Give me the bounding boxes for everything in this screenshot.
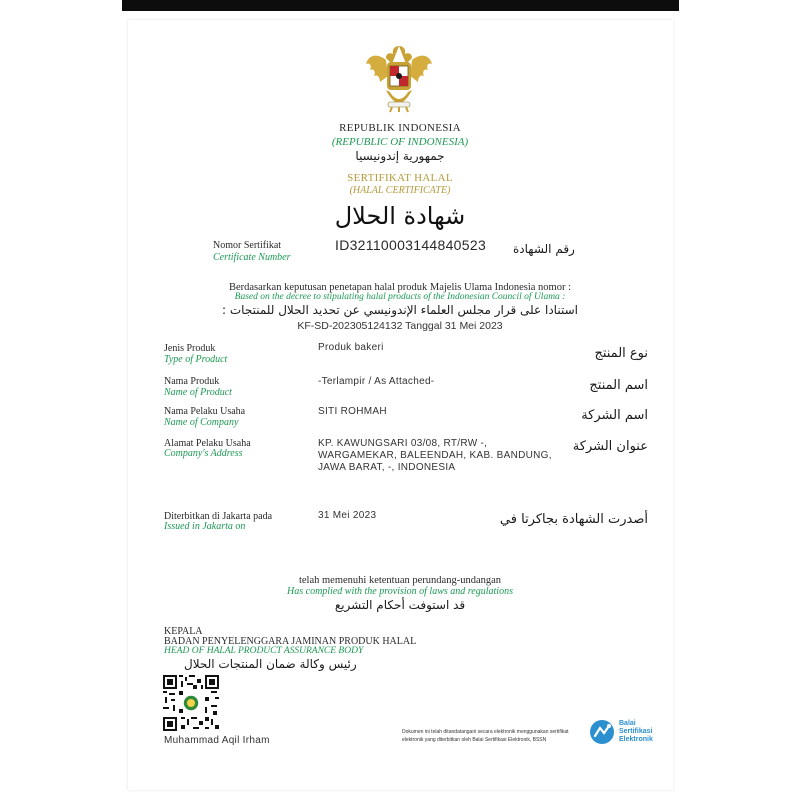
bsre-logo-line-1: Balai (619, 720, 636, 727)
footer-note-line-1: Dokumen ini telah ditandatangani secara elektronik menggunakan sertifikat (402, 729, 569, 735)
product-name-label-ar: اسم المنتج (589, 378, 648, 393)
company-name-label-ar: اسم الشركة (581, 408, 648, 423)
certificate-title: SERTIFIKAT HALAL (347, 172, 453, 184)
signatory-body-en: HEAD OF HALAL PRODUCT ASSURANCE BODY (164, 646, 364, 656)
cert-number-label-en: Certificate Number (213, 252, 291, 263)
cert-number-value: ID32110003144840523 (335, 237, 487, 253)
footer-note-line-2: elektronik yang diterbitkan oleh Balai Sertifikasi Elektronik, BSSN (402, 737, 547, 743)
signatory-body-ar: رئيس وكالة ضمان المنتجات الحلال (184, 657, 357, 671)
cert-number-label: Nomor Sertifikat (213, 240, 282, 251)
company-address-line-2: WARGAMEKAR, BALEENDAH, KAB. BANDUNG, (318, 450, 552, 461)
company-address-label-en: Company's Address (164, 448, 243, 459)
product-type-label-en: Type of Product (164, 354, 228, 365)
signatory-name: Muhammad Aqil Irham (164, 735, 270, 746)
qr-code-icon (163, 675, 219, 731)
issued-date: 31 Mei 2023 (318, 510, 377, 521)
product-type-value: Produk bakeri (318, 342, 384, 353)
bsre-logo-icon (589, 719, 615, 745)
republic-title-ar: جمهورية إندونيسيا (355, 149, 445, 163)
company-address-line-3: JAWA BARAT, -, INDONESIA (318, 462, 456, 473)
bsre-logo-line-2: Sertifikasi (619, 728, 653, 735)
decree-text-en: Based on the decree to stipulating halal products of the Indonesian Council of Ulama : (234, 292, 566, 302)
issued-label-ar: أصدرت الشهادة بجاكرتا في (499, 512, 648, 527)
issued-label: Diterbitkan di Jakarta pada (164, 511, 273, 522)
company-address-label: Alamat Pelaku Usaha (164, 438, 251, 449)
company-name-label: Nama Pelaku Usaha (164, 406, 246, 417)
compliance-text-en: Has complied with the provision of laws and regulations (287, 586, 513, 597)
decree-text-ar: استنادا على قرار مجلس العلماء الإندونيسي عن تحديد الحلال للمنتجات : (222, 303, 578, 317)
republic-title-en: (REPUBLIC OF INDONESIA) (331, 136, 469, 148)
compliance-text-ar: قد استوفت أحكام التشريع (334, 598, 466, 612)
bsre-logo-line-3: Elektronik (619, 736, 653, 743)
company-name-value: SITI ROHMAH (318, 406, 387, 417)
company-name-label-en: Name of Company (164, 417, 239, 428)
product-type-label-ar: نوع المنتج (594, 346, 648, 361)
product-name-label: Nama Produk (164, 376, 220, 387)
product-name-label-en: Name of Product (164, 387, 232, 398)
republic-title: REPUBLIK INDONESIA (339, 122, 461, 134)
compliance-text: telah memenuhi ketentuan perundang-undangan (298, 575, 502, 586)
cert-number-label-ar: رقم الشهادة (513, 242, 575, 256)
product-type-label: Jenis Produk (164, 343, 216, 354)
decree-number: KF-SD-202305124132 Tanggal 31 Mei 2023 (297, 320, 503, 332)
company-address-line-1: KP. KAWUNGSARI 03/08, RT/RW -, (318, 438, 488, 449)
decree-text: Berdasarkan keputusan penetapan halal produk Majelis Ulama Indonesia nomor : (228, 282, 572, 293)
garuda-emblem-icon (364, 42, 434, 114)
signatory-body: BADAN PENYELENGGARA JAMINAN PRODUK HALAL (164, 636, 417, 647)
company-address-label-ar: عنوان الشركة (572, 439, 648, 454)
certificate-title-en: (HALAL CERTIFICATE) (349, 185, 451, 196)
product-name-value: -Terlampir / As Attached- (318, 376, 435, 387)
signatory-head: KEPALA (164, 626, 203, 637)
certificate-title-ar: شهادة الحلال (334, 202, 466, 230)
issued-label-en: Issued in Jakarta on (164, 521, 246, 532)
top-black-bar (122, 0, 679, 11)
